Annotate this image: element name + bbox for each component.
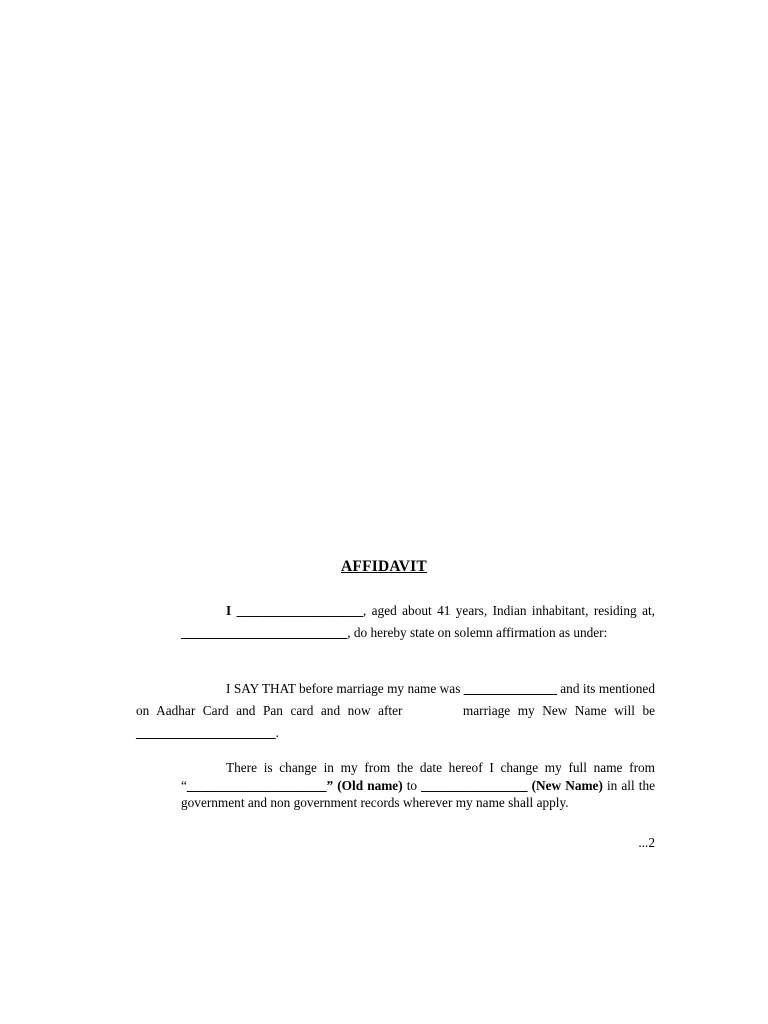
maiden-name-blank: ______________ — [463, 681, 557, 697]
marriage-text-3: . — [275, 725, 279, 741]
old-name-label: ” (Old name) — [326, 777, 403, 793]
marriage-text-2: and its mentioned on Aadhar Card and Pan card and now after marriage my New Name will be — [136, 681, 655, 719]
change-text-2: to — [402, 777, 422, 793]
address-blank: _________________________ — [181, 625, 348, 641]
marriage-text-1: I SAY THAT before marriage my name was — [226, 681, 464, 697]
opening-text-1: , aged about 41 years, Indian inhabitant, residing at, — [362, 603, 655, 619]
new-name-label: (New Name) — [531, 777, 603, 793]
page-continuation-number: ...2 — [638, 835, 655, 850]
old-name-blank: _____________________ — [186, 777, 327, 793]
change-text-1: There is change in my from the date hereof I change my full name from “ — [181, 760, 655, 793]
deponent-name-blank: ___________________ — [236, 603, 363, 619]
document-title: AFFIDAVIT — [341, 558, 427, 575]
affidavit-opening-paragraph — [181, 600, 655, 644]
married-name-blank: _____________________ — [136, 725, 276, 741]
opening-text-2: , do hereby state on solemn affirmation as under: — [347, 625, 608, 641]
marriage-name-paragraph — [136, 678, 655, 744]
deponent-pronoun: I — [226, 603, 232, 619]
change-text-3: in all the government and non government records wherever my name shall apply. — [181, 777, 655, 811]
name-change-paragraph — [181, 759, 655, 812]
new-name-blank: ________________ — [421, 777, 528, 793]
